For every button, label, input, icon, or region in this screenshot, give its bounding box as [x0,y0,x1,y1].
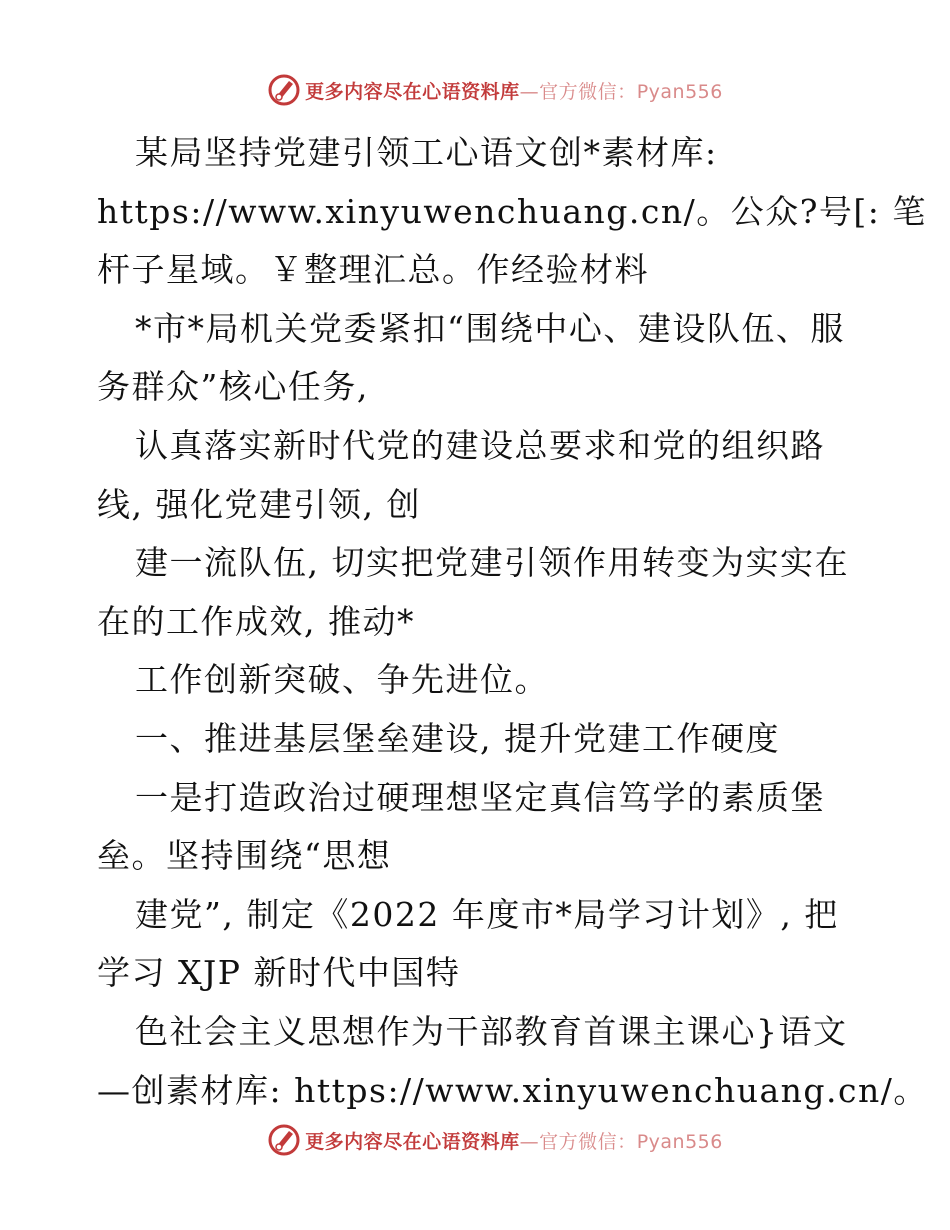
text-line: https://www.xinyuwenchuang.cn/。公众?号[: 笔 [97,191,927,231]
text-line: —创素材库: https://www.xinyuwenchuang.cn/。 [97,1070,928,1110]
text-line: 建党”, 制定《2022 年度市*局学习计划》, 把 [135,894,839,934]
banner-text: 更多内容尽在心语资料库—官方微信：Pyan556 [305,80,723,103]
text-line: 在的工作成效, 推动* [97,601,415,641]
text-line: 线, 强化党建引领, 创 [97,484,421,524]
text-line: 一是打造政治过硬理想坚定真信笃学的素质堡 [135,777,825,817]
logo-icon [267,1123,301,1157]
text-line: 杆子星域。￥整理汇总。作经验材料 [97,250,649,290]
document-body [97,124,928,1120]
text-line: 学习 XJP 新时代中国特 [97,953,461,993]
text-line: 某局坚持党建引领工心语文创*素材库: [135,133,718,172]
text-line: 务群众”核心任务, [97,367,369,407]
logo-icon [267,73,301,107]
text-line: 一、推进基层堡垒建设, 提升党建工作硬度 [135,718,780,758]
text-line: 色社会主义思想作为干部教育首课主课心}语文 [135,1011,848,1051]
header-banner [0,70,950,110]
text-line: 建一流队伍, 切实把党建引领作用转变为实实在 [135,543,849,583]
footer-banner [0,1120,950,1160]
text-line: 认真落实新时代党的建设总要求和党的组织路 [135,425,825,465]
text-line: 工作创新突破、争先进位。 [135,660,549,700]
text-line: *市*局机关党委紧扣“围绕中心、建设队伍、服 [135,308,845,348]
banner-text: 更多内容尽在心语资料库—官方微信：Pyan556 [305,1130,723,1153]
text-line: 垒。坚持围绕“思想 [97,836,392,876]
